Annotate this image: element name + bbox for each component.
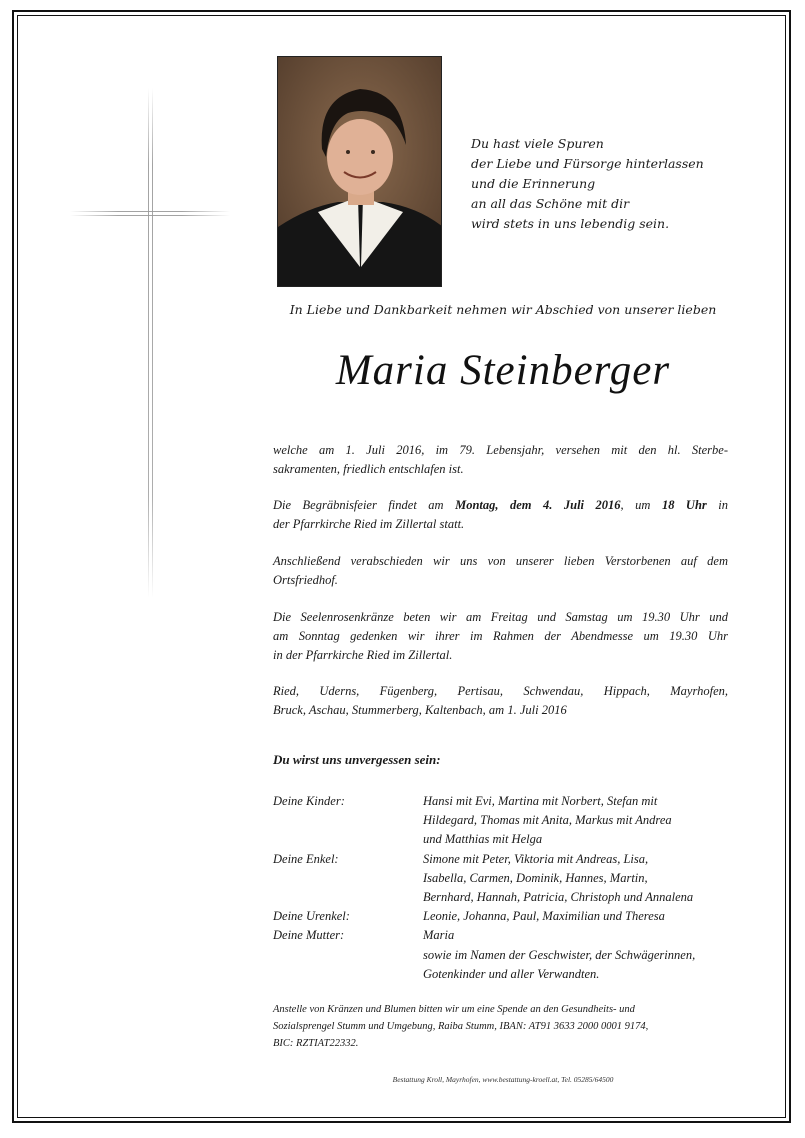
family-label: Deine Mutter: <box>273 928 345 943</box>
text-line: in der Pfarrkirche Ried im Zillertal. <box>273 648 453 662</box>
family-list <box>273 792 733 984</box>
place-date-paragraph <box>273 682 728 720</box>
intro-text: In Liebe und Dankbarkeit nehmen wir Abschied von unserer lieben <box>289 302 717 317</box>
names-line: Maria <box>423 928 455 943</box>
family-row-children <box>273 792 733 850</box>
donation-note <box>273 1001 728 1052</box>
donation-line: Sozialsprengel Stumm und Umgebung, Raiba Stumm, IBAN: AT91 3633 2000 0001 9174, <box>273 1021 649 1032</box>
mourners-heading: Du wirst uns unvergessen sein: <box>273 752 441 767</box>
names-line: Gotenkinder und aller Verwandten. <box>423 966 600 981</box>
undertaker-footer: Bestattung Kroll, Mayrhofen, www.bestattung-kroell.at, Tel. 05285/64500 <box>392 1075 614 1084</box>
cross-icon <box>70 88 230 598</box>
burial-paragraph <box>273 552 728 590</box>
poem <box>471 134 771 234</box>
names-line: Hansi mit Evi, Martina mit Norbert, Stefan mit <box>423 794 658 808</box>
portrait-photo <box>277 56 442 287</box>
family-names <box>423 850 733 908</box>
donation-line: BIC: RZTIAT22332. <box>273 1038 359 1049</box>
deceased-name: Maria Steinberger <box>335 347 671 394</box>
names-line: und Matthias mit Helga <box>423 832 543 847</box>
text-line: Die Seelenrosenkränze beten wir am Freitag und Samstag um 19.30 Uhr und <box>273 610 728 624</box>
names-line: Leonie, Johanna, Paul, Maximilian und Theresa <box>423 909 665 924</box>
family-label: Deine Urenkel: <box>273 909 350 924</box>
poem-line: und die Erinnerung <box>471 176 596 191</box>
donation-line: Anstelle von Kränzen und Blumen bitten wir um eine Spende an den Gesundheits- und <box>273 1004 635 1015</box>
text-line: Ortsfriedhof. <box>273 573 338 587</box>
text-run: , um <box>620 498 662 512</box>
family-label: Deine Enkel: <box>273 851 339 866</box>
family-names <box>423 907 733 926</box>
funeral-paragraph <box>273 496 728 534</box>
text-line: Bruck, Aschau, Stummerberg, Kaltenbach, am 1. Juli 2016 <box>273 703 567 717</box>
family-names <box>423 792 733 850</box>
family-label: Deine Kinder: <box>273 794 345 808</box>
names-line: Hildegard, Thomas mit Anita, Markus mit Andrea <box>423 813 672 828</box>
text-line <box>273 496 728 515</box>
text-line: Ried, Uderns, Fügenberg, Pertisau, Schwendau, Hippach, Mayrhofen, <box>273 684 728 698</box>
poem-line: der Liebe und Fürsorge hinterlassen <box>471 156 704 171</box>
names-line: sowie im Namen der Geschwister, der Schwägerinnen, <box>423 947 696 962</box>
text-line: am Sonntag gedenken wir ihrer im Rahmen der Abendmesse um 19.30 Uhr <box>273 629 728 643</box>
text-line: Anschließend verabschieden wir uns von unserer lieben Verstorbenen auf dem <box>273 554 728 568</box>
family-row-mother <box>273 926 733 984</box>
rosary-paragraph <box>273 608 728 665</box>
text-line: welche am 1. Juli 2016, im 79. Lebensjahr, versehen mit den hl. Sterbe- <box>273 443 728 457</box>
family-names <box>423 926 733 984</box>
poem-line: an all das Schöne mit dir <box>471 196 630 211</box>
names-line: Simone mit Peter, Viktoria mit Andreas, Lisa, <box>423 851 649 866</box>
poem-line: Du hast viele Spuren <box>471 136 604 151</box>
family-row-grandchildren <box>273 850 733 908</box>
funeral-time: 18 Uhr <box>661 498 707 512</box>
funeral-date: Montag, dem 4. Juli 2016 <box>455 498 621 512</box>
text-run: in <box>706 498 729 512</box>
names-line: Bernhard, Hannah, Patricia, Christoph und Annalena <box>423 890 694 905</box>
names-line: Isabella, Carmen, Dominik, Hannes, Martin, <box>423 870 648 885</box>
death-notice-paragraph <box>273 441 728 479</box>
text-line: sakramenten, friedlich entschlafen ist. <box>273 462 464 476</box>
text-line: der Pfarrkirche Ried im Zillertal statt. <box>273 517 465 531</box>
family-row-great-grandchildren <box>273 907 733 926</box>
poem-line: wird stets in uns lebendig sein. <box>471 216 670 231</box>
text-run: Die Begräbnisfeier findet am <box>273 498 456 512</box>
